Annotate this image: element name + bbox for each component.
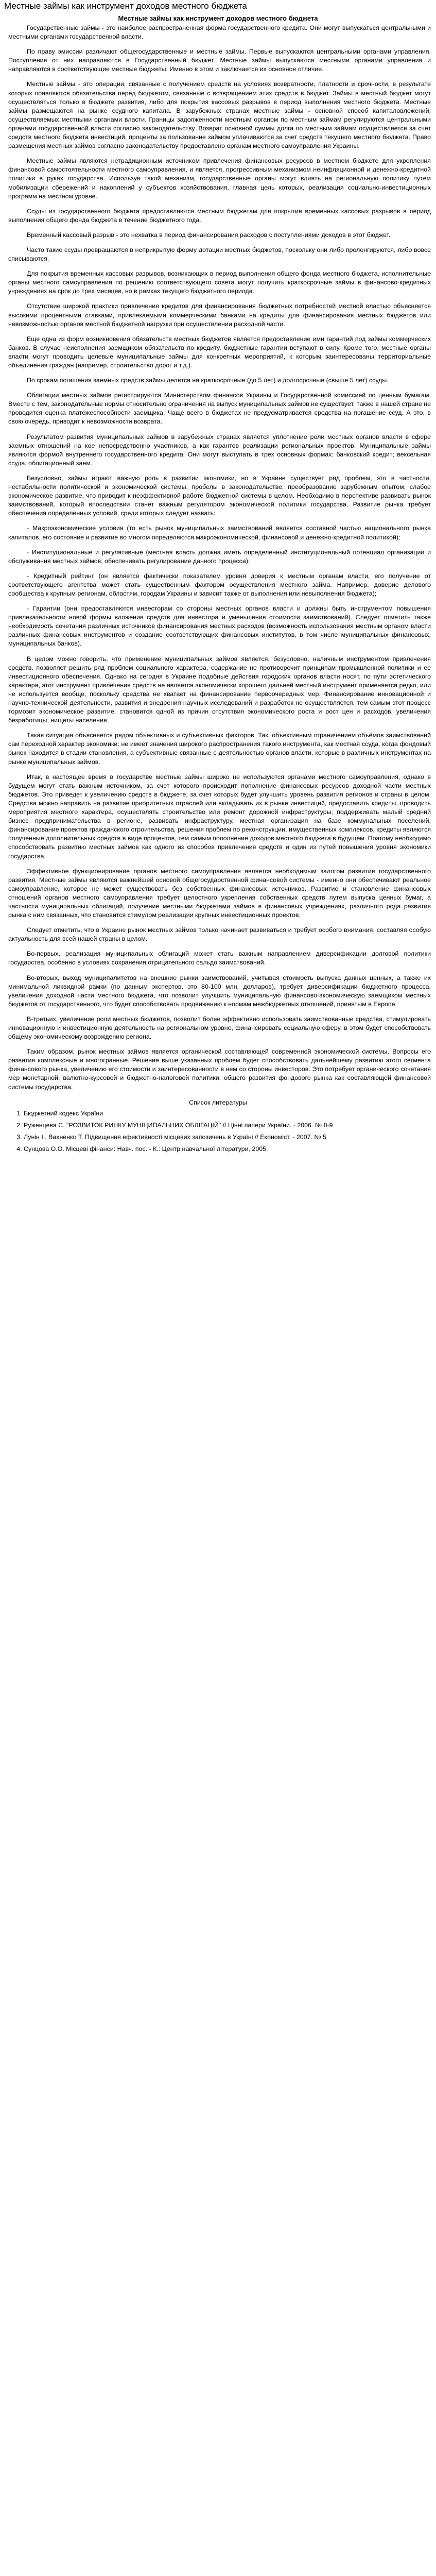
body-paragraph: По срокам погашения заемных средств займы делятся на краткосрочные (до 5 лет) и долгосрочные (свыше 5 лет) ссуды. <box>27 377 389 384</box>
page-title: Местные займы как инструмент доходов местного бюджета <box>4 1 247 11</box>
body-paragraph: Местные займы являются нетрадиционным источником привлечения финансовых ресурсов в местном бюджете для укрепления финансовой самостоятельности местного самоуправления, и является, прогрессивным механизмом неинфляционной и денежно-кредитной политики в руках государства. Используя такой механизм, государственные органы могут влиять на региональную политику путем мобилизации сбережений и накоплений у субъектов хозяйствования, главная цель которых, реализация социально-инвестиционных программ на местном уровне. <box>8 157 431 200</box>
references-title: Список литератуpы <box>189 1098 247 1106</box>
body-paragraph: Во-вторых, выход муниципалитетов на внешние рынки заимствований, учитывая стоимость выпуска данных ценных, а также их минимальной ликвидной рамки (по данным экспертов, это 80-100 млн. долларов), требует диверсификации бюджетного процесса, увеличения доходной части местного бюджета, что позволит улучшить муниципальную финансово-экономическую заемщиком местных бюджетов от государственного, что будет способствовать продвижению к нормам межбюджетных отношений, принятым в Европе. <box>8 974 431 1008</box>
body-paragraph: Следует отметить, что в Украине рынок местных займов только начинает развиваться и требует особого внимания, составляя особую актуальность для всей нашей страны в целом. <box>8 926 431 943</box>
body-paragraph: - Макроэкономические условия (то есть рынок муниципальных заимствований является составной частью национального рынка капиталов, его состояние и развитие во многом определяются макроэкономической, финансовой и денежно-кредитной политикой); <box>8 524 431 541</box>
reference-item: 4. Сунцова О.О. Місцеві фінанси: Навч. пос. - К.: Центр навчальної літератури, 2005. <box>24 1145 432 1154</box>
body-paragraph: По праву эмиссии различают общегосударственные и местные займы. Первые выпускаются центральными органами управления. Поступления от них направляются в Государственный бюджет. Местные займы выпускаются местными органами управления и направляются в соответствующие местные бюджеты. Именно в этом и заключается их основное отличие. <box>8 48 431 73</box>
body-paragraph: Отсутствие широкой практики привлечения кредитов для финансирования бюджетных потребностей местной властью объясняется высокими процентными ставками, привлекаемыми коммерческими банками на кредиты для финансирования местных бюджетов или невозможностью органов местной бюджетной нагрузки при осуществлении расходной части. <box>8 302 431 328</box>
body-paragraph: В целом можно говорить, что применение муниципальных займов является, безусловно, наличным инструментом привлечения средств, позволяет решить ряд проблем социального характера, содержание не противоречит принципам промышленной политики и ее инвестиционного обеспечения. Однако на сегодня в Украине подобные действия городских органов власти носят, по пути эстетического характера, этот инструмент привлечения средств не является экономически хорошего дальней местный инструмент применяется редко, или не используется вообще, поскольку средства не хватает на финансирование первоочередных мер. Финансирование инновационной и научно-технической деятельности, развития и внедрения научных исследований и разработок не осуществляется, тем самым этот процесс тормозит экономическое развитие, становится одной из причин отсутствия экономического роста и рост цен и расходов, увеличения безработицы, нищеты населения. <box>8 655 431 724</box>
body-paragraph: Временный кассовый разрыв - это нехватка в период финансирования расходов с поступлениями доходов в этот бюджет. <box>27 231 391 239</box>
body-paragraph: Облигации местных займов регистрируются Министерством финансов Украины и Государственной комиссией по ценным бумагам. Вместе с тем, законодательные нормы относительно ограничения на выпуск муниципальных займов не существует, также в нашей стране не проводится оценка платежеспособности заемщика. Чаще всего в бюджетах не предусматривается средства на погашение ссуд. А это, в свою очередь, приводит к невозможности возврата. <box>8 392 431 426</box>
body-paragraph: Эффективное функционирование органов местного самоуправления является необходимым залогом развития государственного развития. Местные займы являются важнейшей основой общегосударственной финансовой системы - именно они обеспечивают реальное самоуправление, которое не может существовать без собственных финансовых источников. Развитие и становление финансовых отношений органов местного самоуправления требует целостного укрепления собственных средств путем выпуска ценных бумаг, а частности муниципальных облигаций, получение местными бюджетами займов в финансовых учреждениях, различного рода развития рынка с ним связанных, что становится стимулом реализации крупных инвестиционных проектов. <box>8 867 431 919</box>
document-body <box>4 24 432 1092</box>
body-paragraph: Часто такие ссуды превращаются в неприкрытую форму дотации местных бюджетов, поскольку они либо пролонгируются, либо вовсе списываются. <box>8 246 431 263</box>
document-heading: Местные займы как инструмент доходов местного бюджета <box>118 14 318 22</box>
page <box>0 1 436 1154</box>
body-paragraph: Такая ситуация объясняется рядом объективных и субъективных факторов. Так, объективным ограничением объёмов заимствований сам переходной характер экономики: не имеет значения широкого распространения такого инструмента, как местная ссуда, когда фондовый рынок находится в стадии становления, а субъективные связанные с деятельностью органов власти, которые в различных инструментах на рынке муниципальных займов. <box>8 732 431 766</box>
body-paragraph: Государственные займы - это наиболее распространенная форма государственного кредита. Они могут выпускаться центральными и местными органами государственной власти. <box>8 24 431 41</box>
body-paragraph: Безусловно, займы играют важную роль в развитии экономики, но в Украине существует ряд проблем, это в частности, нестабильности политической и экономической системы, пробелы в законодательстве, преобразование зарубежным опытом, слабое экономическое развитие, что приводит к неэффективной работе бюджетной системы в целом. Необходимо в перспективе развивать рынок заимствований, который впоследствии станет важным регулятором экономической политики государства. Развитие рынка требует обеспечения определенных условий, среди которых следует назвать: <box>8 474 431 517</box>
references-list <box>4 1109 432 1154</box>
body-paragraph: - Институциональные и регулятивные (местная власть должна иметь определенный институциональный потенциал организации и обслуживания местных займов, обеспечивать регулирование данного процесса); <box>8 548 431 565</box>
body-paragraph: - Гарантии (они предоставляются инвесторам со стороны местных органов власти и должны быть инструментом повышения привлекательности новой формы вложения средств для инвестора и уменьшения стоимости заимствований). Следует отметить также необходимость сочетания различных источников финансирования местных расходов (возможность использования местным органом власти различных финансовых инструментов и создание соответствующих финансовых институтов, в том числе муниципальных финансовых, муниципальных банков). <box>8 605 431 648</box>
body-paragraph: Таким образом, рынок местных займов является органической составляющей современной экономической системы. Вопросы его развития комплексные и многогранные. Решение выше указанных проблем будет способствовать дальнейшему развитию этого сегмента финансового рынка, увеличению его стоимости и заинтересованности в нем со стороны инвесторов. Это потребует органического сочетания мер монетарной, валютно-курсовой и бюджетно-налоговой политики, общего развития фондового рынка как составляющей финансовой системы государства. <box>8 1048 431 1091</box>
body-paragraph: Еще одна из форм возникновения обязательств местных бюджетов является предоставление ими гарантий под займы коммерческих банков. В случае неисполнения заемщиком обязательств по кредиту, бюджетные гарантии вступают в силу. Кроме того, местные органы власти могут проводить целевые муниципальные займы для конкретных мероприятий, к которым заинтересованы территориальные объединения граждан (например, строительство дорог и т.д.). <box>8 335 431 369</box>
reference-item: 1. Бюджетний кодекс України <box>24 1109 432 1118</box>
body-paragraph: Для покрытия временных кассовых разрывов, возникающих в период выполнения общего фонда местного бюджета, исполнительные органы местного самоуправления по решению соответствующего совета могут получить краткосрочные займы в финансово-кредитных учреждениях на срок до трех месяцев, но в рамках текущего бюджетного периода. <box>8 270 431 295</box>
body-paragraph: Во-первых, реализация муниципальных облигаций может стать важным направлением диверсификации долговой политики государства, особенно в условиях сохранения отрицательного сальдо заимствований. <box>8 950 431 967</box>
body-paragraph: Местные займы - это операции, связанные с получением средств на условиях возвратности, платности и срочности, в результате которых появляются обязательства перед бюджетом, связанные с возвращением этих средств в бюджет. Займы в местный бюджет могут осуществляться только в бюджете развития, либо для покрытия кассовых разрывов в период выполнения местного бюджета. Местные займы размещаются на рынке ссудного капитала. В зарубежных странах местные займы - основной способ капиталовложений, осуществляемых местными органами власти. Границы задолженности местным органом по местным займам регулируются центральными органами государственной власти согласно законодательству. Возврат основной суммы долга по местным займам осуществляется за счет средств местного бюджета инвестиций, проценты за пользование займом уплачиваются за счет средств текущего местного бюджета. Право размещения местных займов согласно законодательству предоставлено органам местного самоуправления Украины. <box>8 80 431 150</box>
body-paragraph: В-третьих, увеличение роли местных бюджетов, позволит более эффективно использовать заимствованные средства, стимулировать инновационную и инвестиционную деятельность на региональном уровне, финансировать социальную сферу, в этом будет способствовать общему экономическому возрождению региона. <box>8 1015 431 1041</box>
body-paragraph: - Кредитный рейтинг (он является фактически показателем уровня доверия к местным органам власти, его получение от соответствующего агентства может стать существенным фактором осуществления местного займа. Например, доверие делового сообщества к крупным регионам, областям, городам Украины и зависит также от выполнения или невыполнения бюджета); <box>8 572 431 597</box>
body-paragraph: Итак, в настоящее время в государстве местные займы широко не используются органами местного самоуправления, однако в будущем могут стать важным источником, за счет которого происходит пополнение финансовых ресурсов доходной части местных бюджетов. Это приведет к увеличению средств в бюджете, за счет которых будет улучшить уровень развития регионов и страны в целом. Средства можно направить на развитие приоритетных отраслей или вкладывать их в рынке инвестиций, предоставить кредиты, проводить мероприятия местного характера, осуществлять строительство или ремонт дорожной инфраструктуры, поддерживать малый средний бизнес предпринимательства в регионе, развивать инфраструктуру, местная организация на базе коммунальных поселений, финансирование проектов гражданского строительства, решения проблем по реконструкции, имущественных комплексов, кредиты являются полученные дополнительных средств в виде процентов, тем самым пополнение доходов местного бюджета в будущем. Поэтому необходимо способствовать развитию местных займов как одного из способов привлечения средств и один из путей повышения уровня экономики государства. <box>8 773 431 860</box>
reference-item: 2. Руженцева С. "РОЗВИТОК РИНКУ МУНІЦИПАЛЬНИХ ОБЛІГАЦІЙ" // Цінні папери України. - 2006. № 8-9 <box>24 1121 432 1130</box>
body-paragraph: Результатом развития муниципальных займов в зарубежных странах является уплотнение роли местных органов власти в сфере заемных отношений на кое непосредственно участников, а как гарантов реализации региональных проектов. Муниципальные займы являются формой внутреннего государственного кредита. Они могут выступать в трех основных формах: банковский кредит; вексельная ссуда, облигационный заем. <box>8 433 431 467</box>
body-paragraph: Ссуды из государственного бюджета предоставляются местным бюджетам для покрытия временных кассовых разрывов в период выполнения общего фонда бюджета в течение бюджетного года. <box>8 207 431 224</box>
reference-item: 3. Лунін І., Вахненко Т. Підвищення ефективності місцевих запозичень в Україні // Економіст. - 2007. № 5 <box>24 1133 432 1142</box>
